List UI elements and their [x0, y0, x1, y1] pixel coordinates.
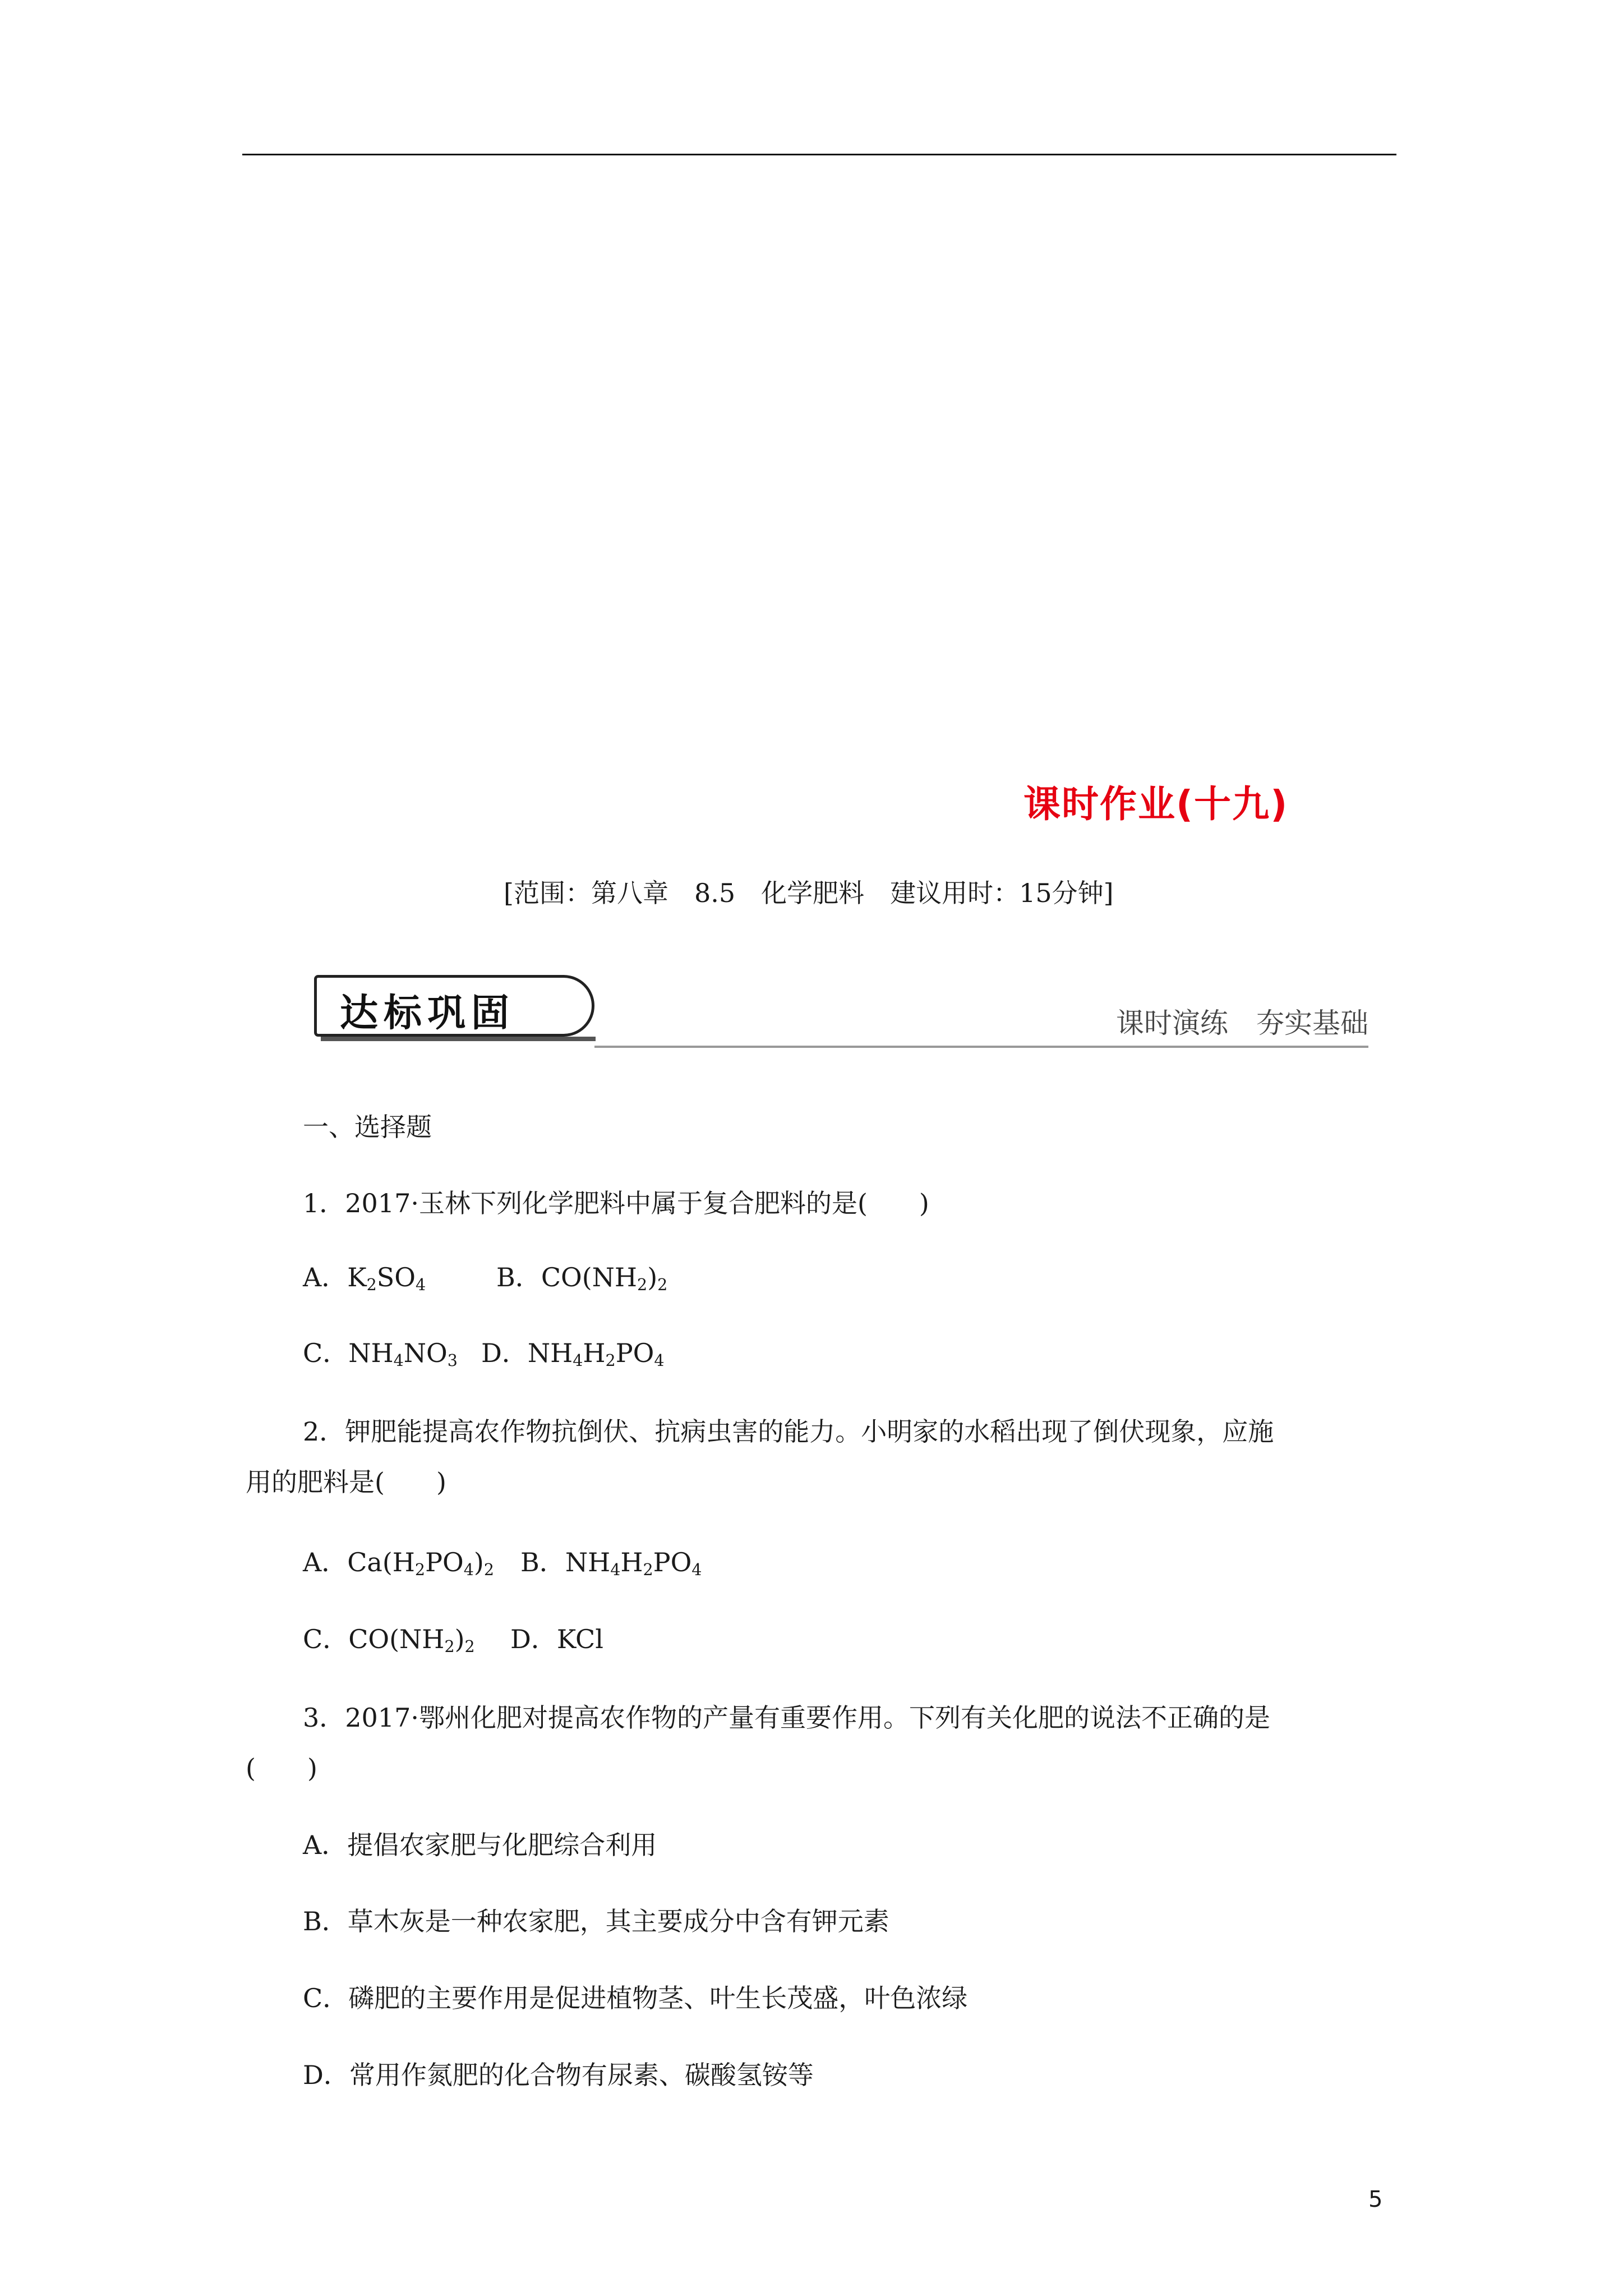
page-number: 5 — [1368, 2187, 1383, 2212]
q1-option-b: B．$CO(NH_2)_2$ — [496, 1262, 668, 1295]
question-3-stem: 3．2017·鄂州化肥对提高农作物的产量有重要作用。下列有关化肥的说法不正确的是 — [303, 1703, 1270, 1733]
q3-option-a: A．提倡农家肥与化肥综合利用 — [303, 1830, 657, 1860]
q1-option-c: C．$NH_4NO_3$ — [303, 1338, 458, 1370]
banner-slogan: 课时演练 夯实基础 — [1116, 1007, 1368, 1039]
question-2-stem-cont: 用的肥料是( ) — [246, 1467, 446, 1497]
q3-option-d: D．常用作氮肥的化合物有尿素、碳酸氢铵等 — [303, 2060, 814, 2090]
banner-underline — [594, 1046, 1368, 1048]
section-heading: 一、选择题 — [303, 1112, 432, 1142]
q2-option-c: C．$CO(NH_2)_2$ — [303, 1624, 475, 1657]
banner-label: 达标巩固 — [340, 991, 515, 1036]
q1-option-a: A．$K_2SO_4$ — [303, 1262, 426, 1295]
question-2-stem: 2．钾肥能提高农作物抗倒伏、抗病虫害的能力。小明家的水稻出现了倒伏现象，应施 — [303, 1416, 1274, 1447]
q1-option-d: D．$NH_4H_2PO_4$ — [481, 1338, 665, 1370]
page-title: 课时作业(十九) — [1023, 783, 1289, 826]
scope-note: [范围：第八章 8.5 化学肥料 建议用时：15分钟] — [504, 878, 1114, 908]
question-3-stem-cont: ( ) — [246, 1753, 317, 1783]
header-rule — [242, 154, 1396, 155]
q2-option-a: A．$Ca(H_2PO_4)_2$ — [303, 1547, 495, 1580]
question-1-stem: 1．2017·玉林下列化学肥料中属于复合肥料的是( ) — [303, 1188, 929, 1218]
q2-option-b: B．$NH_4H_2PO_4$ — [520, 1547, 702, 1580]
section-banner — [314, 975, 1368, 1048]
q3-option-b: B．草木灰是一种农家肥，其主要成分中含有钾元素 — [303, 1906, 889, 1936]
banner-shadow — [321, 1037, 596, 1041]
q3-option-c: C．磷肥的主要作用是促进植物茎、叶生长茂盛，叶色浓绿 — [303, 1983, 968, 2013]
q2-option-d: D．KCl — [510, 1624, 603, 1654]
